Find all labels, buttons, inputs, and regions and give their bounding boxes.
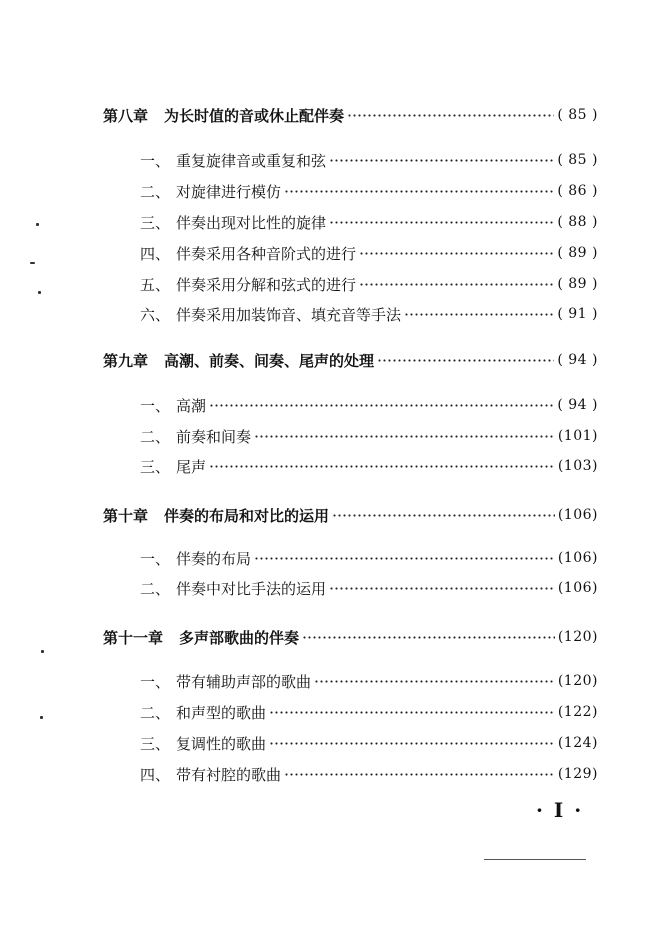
dot-leader (359, 283, 554, 286)
entry-title: 前奏和间奏 (176, 427, 252, 446)
entry-number: 二、 (140, 182, 171, 201)
dot-leader (269, 742, 555, 745)
toc-section (0, 669, 652, 693)
entry-title: 复调性的歌曲 (176, 734, 267, 753)
entry-number: 二、 (140, 427, 171, 446)
entry-number: 一、 (140, 549, 171, 568)
dot-leader (377, 359, 554, 362)
toc-section (0, 272, 652, 296)
dot-leader (254, 557, 555, 560)
entry-number: 第八章 (103, 106, 149, 125)
entry-number: 第十章 (103, 506, 149, 525)
entry-title: 尾声 (176, 457, 207, 476)
entry-title: 多声部歌曲的伴奏 (179, 628, 300, 647)
entry-title: 伴奏采用分解和弦式的进行 (176, 275, 357, 294)
page-number: ( 86 ) (557, 183, 598, 199)
toc-section (0, 148, 652, 172)
entry-number: 一、 (140, 151, 171, 170)
page-number: (106) (557, 507, 598, 523)
entry-number: 二、 (140, 703, 171, 722)
entry-number: 四、 (140, 244, 171, 263)
entry-number: 五、 (140, 275, 171, 294)
page-number: ( 94 ) (557, 397, 598, 413)
page-number: ( 94 ) (557, 352, 598, 368)
entry-title: 伴奏中对比手法的运用 (176, 579, 327, 598)
page-number: (106) (557, 580, 598, 596)
dot-leader (332, 514, 555, 517)
entry-title: 伴奏的布局和对比的运用 (164, 506, 330, 525)
dot-leader (329, 587, 555, 590)
page-number: (122) (557, 704, 598, 720)
dot-leader (404, 313, 554, 316)
dot-leader (209, 465, 555, 468)
toc-section (0, 454, 652, 478)
toc-section (0, 179, 652, 203)
toc-chapter (0, 625, 652, 649)
entry-title: 高潮 (176, 396, 207, 415)
entry-title: 高潮、前奏、间奏、尾声的处理 (164, 351, 375, 370)
entry-number: 第九章 (103, 351, 149, 370)
entry-title: 带有辅助声部的歌曲 (176, 672, 312, 691)
page-number: (129) (557, 766, 598, 782)
entry-number: 第十一章 (103, 628, 164, 647)
toc-section (0, 393, 652, 417)
toc-section (0, 546, 652, 570)
page-number: ( 91 ) (557, 306, 598, 322)
entry-title: 伴奏采用各种音阶式的进行 (176, 244, 357, 263)
dot-leader (269, 711, 555, 714)
entry-title: 对旋律进行模仿 (176, 182, 282, 201)
toc-section (0, 731, 652, 755)
dot-leader (284, 190, 554, 193)
page-number: (124) (557, 735, 598, 751)
dot-leader (329, 221, 554, 224)
entry-title: 带有衬腔的歌曲 (176, 765, 282, 784)
entry-number: 二、 (140, 579, 171, 598)
toc-chapter (0, 103, 652, 127)
page-number: (106) (557, 550, 598, 566)
dot-leader (359, 252, 554, 255)
dot-leader (209, 404, 554, 407)
entry-title: 和声型的歌曲 (176, 703, 267, 722)
page-number: (101) (557, 428, 598, 444)
page-number: (120) (557, 673, 598, 689)
page-number: ( 89 ) (557, 245, 598, 261)
entry-number: 三、 (140, 457, 171, 476)
toc-section (0, 241, 652, 265)
entry-title: 伴奏出现对比性的旋律 (176, 213, 327, 232)
entry-number: 六、 (140, 305, 171, 324)
entry-title: 伴奏采用加装饰音、填充音等手法 (176, 305, 402, 324)
page-number: ( 85 ) (557, 152, 598, 168)
scan-speck (38, 291, 41, 294)
toc-chapter (0, 348, 652, 372)
dot-leader (347, 114, 554, 117)
toc-section (0, 210, 652, 234)
scan-speck (36, 223, 39, 226)
page-number: ( 89 ) (557, 276, 598, 292)
dot-leader (329, 159, 554, 162)
scan-speck (30, 262, 35, 264)
dot-leader (254, 435, 555, 438)
page-number: (120) (557, 629, 598, 645)
toc-section (0, 576, 652, 600)
scan-speck (41, 650, 44, 653)
toc-section (0, 302, 652, 326)
page-number: (103) (557, 458, 598, 474)
entry-number: 四、 (140, 765, 171, 784)
page-folio: · Ⅰ · (536, 798, 584, 822)
entry-number: 一、 (140, 672, 171, 691)
footer-rule (484, 859, 586, 860)
dot-leader (302, 636, 555, 639)
entry-title: 为长时值的音或休止配伴奏 (164, 106, 345, 125)
entry-number: 一、 (140, 396, 171, 415)
entry-title: 重复旋律音或重复和弦 (176, 151, 327, 170)
page-number: ( 88 ) (557, 214, 598, 230)
dot-leader (284, 773, 555, 776)
entry-number: 三、 (140, 734, 171, 753)
toc-section (0, 700, 652, 724)
dot-leader (314, 680, 555, 683)
entry-number: 三、 (140, 213, 171, 232)
toc-section (0, 762, 652, 786)
toc-section (0, 424, 652, 448)
toc-chapter (0, 503, 652, 527)
page-number: ( 85 ) (557, 107, 598, 123)
entry-title: 伴奏的布局 (176, 549, 252, 568)
scan-speck (40, 716, 43, 719)
